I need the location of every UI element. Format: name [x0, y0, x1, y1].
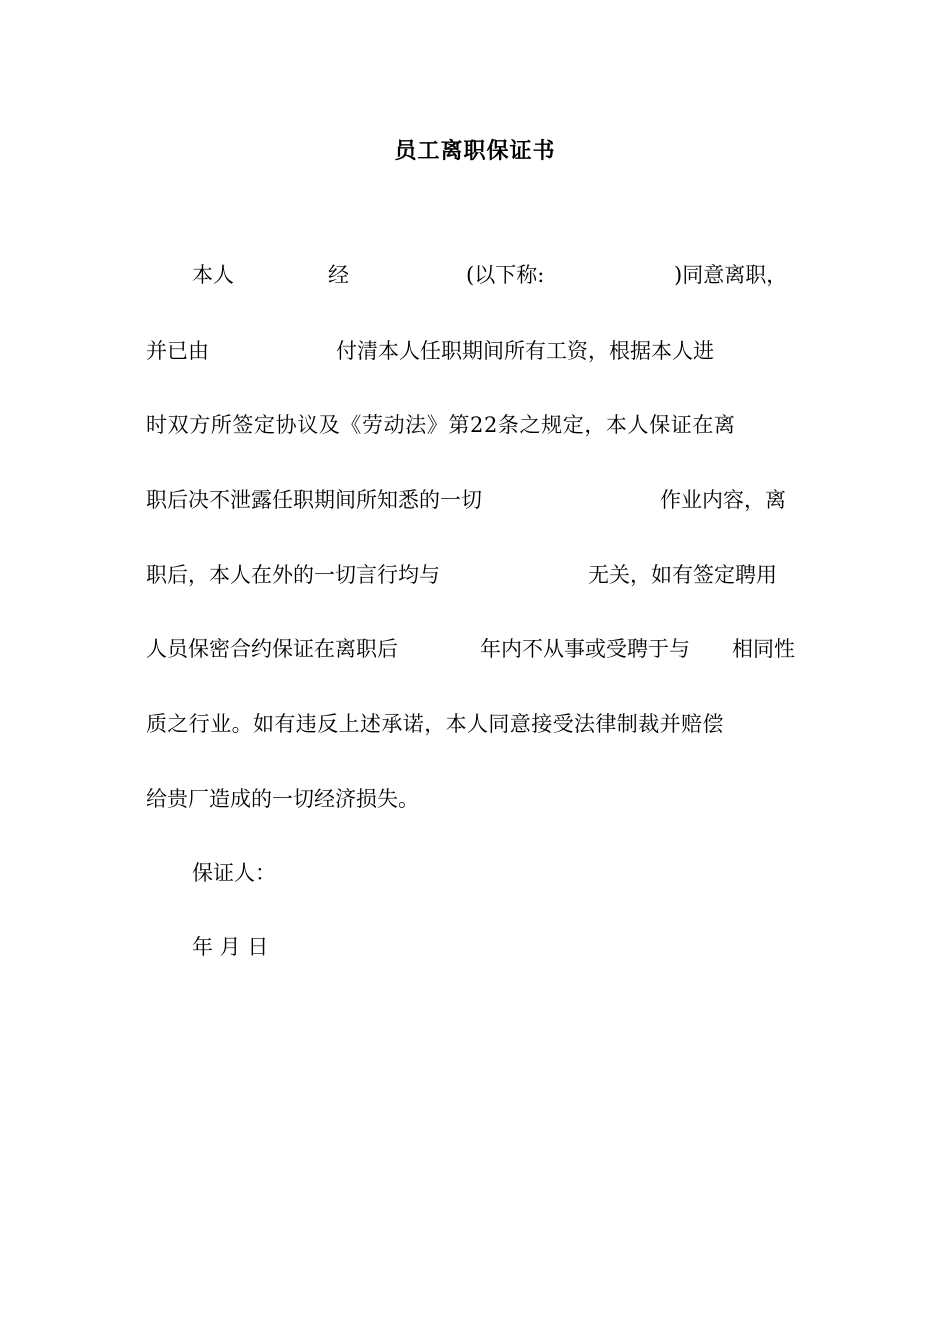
body-line-5 [146, 558, 806, 592]
justified-text: 付清本人任职期间所有工资，根据本人进 [336, 339, 714, 363]
body-text: 质之行业。如有违反上述承诺，本人同意接受法律制裁并赔偿 [146, 712, 724, 736]
body-text: 并已由 [146, 339, 209, 363]
body-line-8 [146, 782, 806, 816]
body-text: 职后，本人在外的一切言行均与 [146, 563, 440, 587]
body-line-3 [146, 408, 806, 442]
body-line-2 [146, 334, 806, 368]
date-line [146, 930, 806, 964]
body-text: 人员保密合约保证在离职后 [146, 637, 398, 661]
body-text: 时双方所签定协议及《劳动法》第22条之规定，本人保证在离 [146, 413, 736, 437]
date-label: 年 月 日 [192, 935, 269, 959]
body-text: (以下称: [466, 263, 545, 287]
body-text: 年内不从事或受聘于与 [480, 637, 690, 661]
body-text: 经 [328, 263, 349, 287]
body-text: 本人 [192, 263, 234, 287]
body-text: )同意离职， [674, 263, 788, 287]
body-line-6 [146, 632, 806, 666]
body-text: 相同性 [732, 637, 795, 661]
guarantor-line [146, 856, 806, 890]
body-text: 无关，如有签定聘用 [588, 563, 777, 587]
document-title: 员工离职保证书 [394, 138, 556, 164]
guarantor-label: 保证人： [192, 861, 276, 885]
body-text [336, 334, 806, 368]
body-line-4 [146, 483, 806, 517]
body-text: 职后决不泄露任职期间所知悉的一切 [146, 488, 482, 512]
body-text: 作业内容，离 [660, 488, 786, 512]
body-text: 给贵厂造成的一切经济损失。 [146, 787, 419, 811]
body-line-1 [146, 258, 806, 292]
body-line-7 [146, 707, 806, 741]
